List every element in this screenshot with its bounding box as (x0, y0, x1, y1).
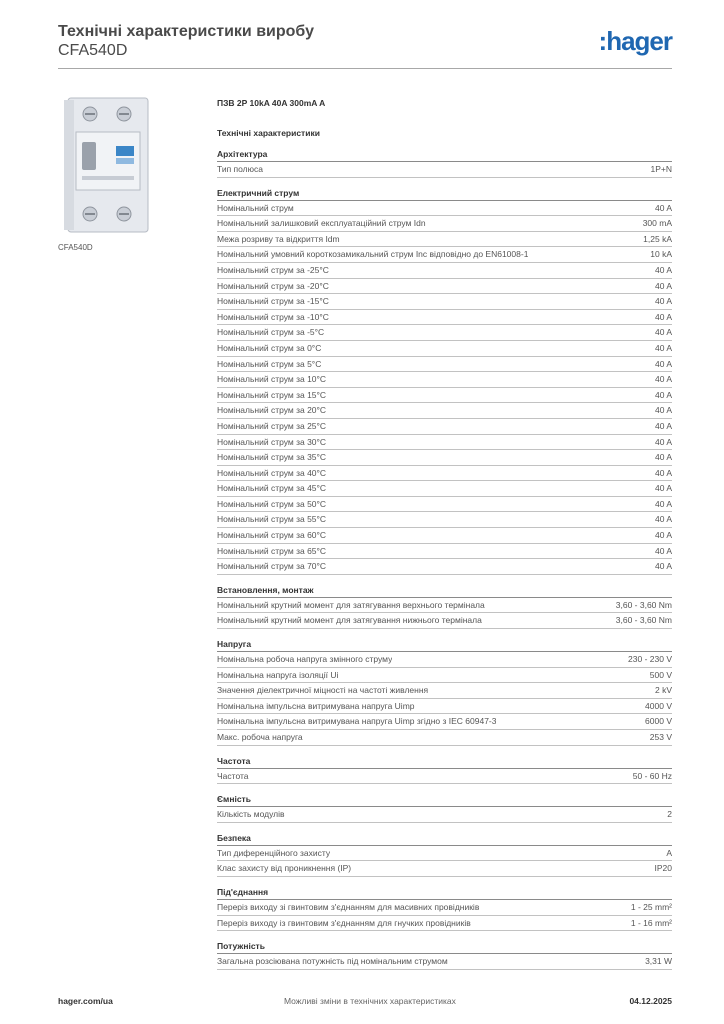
spec-value: 40 A (654, 483, 672, 494)
spec-section (217, 187, 672, 575)
spec-value: 40 A (654, 498, 672, 509)
section-title: Безпека (217, 832, 672, 846)
spec-value: 40 A (654, 342, 672, 353)
spec-value: 40 A (654, 327, 672, 338)
spec-label: Номінальний струм за 10°C (217, 374, 327, 385)
spec-label: Номінальний струм за -5°C (217, 327, 325, 338)
spec-value: A (666, 847, 672, 858)
spec-label: Номінальний струм (217, 202, 294, 213)
spec-row (217, 528, 672, 544)
spec-row (217, 807, 672, 823)
spec-label: Переріз виходу зі гвинтовим з'єднанням для масивних провідників (217, 901, 480, 912)
spec-row (217, 559, 672, 575)
spec-value: 40 A (654, 358, 672, 369)
spec-label: Межа розриву та відкриття Idm (217, 233, 340, 244)
spec-label: Макс. робоча напруга (217, 732, 303, 742)
spec-label: Номінальний струм за 65°C (217, 545, 327, 556)
section-title: Електричний струм (217, 187, 672, 201)
spec-row (217, 466, 672, 482)
spec-label: Загальна розсіювана потужність під номінальним струмом (217, 956, 448, 967)
spec-row (217, 714, 672, 730)
spec-row (217, 232, 672, 248)
footer-notice: Можливі зміни в технічних характеристиках (284, 996, 456, 1006)
spec-label: Номінальний струм за 50°C (217, 498, 327, 509)
spec-value: 500 V (649, 669, 672, 680)
spec-label: Тип диференційного захисту (217, 847, 331, 858)
spec-section (217, 832, 672, 877)
spec-label: Кількість модулів (217, 809, 285, 820)
spec-label: Номінальний струм за 30°C (217, 436, 327, 447)
spec-label: Номінальна імпульсна витримувана напруга Uimp (217, 700, 415, 711)
section-title: Напруга (217, 638, 672, 652)
spec-value: 3,31 W (645, 956, 672, 967)
spec-section (217, 148, 672, 178)
spec-value: 40 A (654, 545, 672, 556)
spec-label: Номінальний струм за -20°C (217, 280, 329, 291)
spec-label: Номінальний струм за -15°C (217, 296, 329, 307)
hager-logo: :hager (598, 26, 672, 56)
spec-label: Номінальний залишковий експлуатаційний струм Idn (217, 218, 426, 229)
spec-row (217, 769, 672, 785)
spec-section (217, 793, 672, 823)
spec-value: 1 - 25 mm² (630, 901, 672, 912)
spec-row (217, 613, 672, 629)
spec-row (217, 162, 672, 178)
spec-value: 230 - 230 V (628, 654, 672, 665)
spec-section (217, 638, 672, 746)
spec-value: 40 A (654, 264, 672, 275)
spec-label: Номінальний струм за 20°C (217, 405, 327, 416)
spec-label: Номінальний струм за 25°C (217, 420, 327, 431)
spec-value: 40 A (654, 405, 672, 416)
spec-label: Номінальний струм за 35°C (217, 452, 327, 463)
spec-row (217, 263, 672, 279)
spec-label: Номінальний струм за 70°C (217, 561, 327, 572)
spec-value: IP20 (654, 863, 672, 874)
spec-row (217, 544, 672, 560)
spec-value: 40 A (654, 420, 672, 431)
spec-row (217, 247, 672, 263)
spec-row (217, 279, 672, 295)
spec-row (217, 294, 672, 310)
spec-value: 40 A (654, 561, 672, 572)
spec-label: Номінальний струм за 40°C (217, 467, 327, 478)
spec-label: Номінальний крутний момент для затягування верхнього термінала (217, 599, 485, 610)
spec-value: 40 A (654, 280, 672, 291)
spec-section (217, 886, 672, 931)
spec-row (217, 325, 672, 341)
spec-value: 1,25 kA (643, 233, 672, 244)
spec-row (217, 310, 672, 326)
spec-row (217, 668, 672, 684)
spec-label: Номінальний струм за -10°C (217, 311, 329, 322)
spec-row (217, 481, 672, 497)
spec-value: 40 A (654, 202, 672, 213)
spec-row (217, 450, 672, 466)
spec-label: Номінальний струм за 55°C (217, 514, 327, 525)
spec-row (217, 900, 672, 916)
spec-row (217, 357, 672, 373)
spec-row (217, 861, 672, 877)
spec-label: Номінальна імпульсна витримувана напруга Uimp згідно з IEC 60947-3 (217, 716, 497, 727)
spec-row (217, 497, 672, 513)
spec-label: Номінальний струм за 15°C (217, 389, 327, 400)
spec-value: 40 A (654, 436, 672, 447)
spec-section (217, 940, 672, 970)
header-divider (58, 68, 672, 69)
section-title: Потужність (217, 940, 672, 954)
spec-row (217, 201, 672, 217)
spec-label: Номінальна напруга ізоляції Ui (217, 669, 339, 680)
spec-value: 40 A (654, 374, 672, 385)
spec-value: 4000 V (645, 700, 672, 711)
spec-value: 2 (667, 809, 672, 820)
section-title: Під'єднання (217, 886, 672, 900)
spec-value: 50 - 60 Hz (632, 770, 672, 781)
spec-value: 40 A (654, 514, 672, 525)
page-title: Технічні характеристики виробу (58, 23, 314, 40)
spec-label: Переріз виходу із гвинтовим з'єднанням для гнучких провідників (217, 917, 471, 928)
spec-section (217, 584, 672, 629)
spec-value: 40 A (654, 452, 672, 463)
spec-label: Номінальний струм за 60°C (217, 530, 327, 541)
spec-value: 6000 V (645, 716, 672, 727)
spec-label: Номінальний струм за 0°C (217, 342, 322, 353)
spec-row (217, 512, 672, 528)
spec-value: 40 A (654, 467, 672, 478)
spec-label: Номінальний струм за 45°C (217, 483, 327, 494)
spec-content (217, 96, 672, 979)
spec-row (217, 435, 672, 451)
spec-sections (217, 148, 672, 970)
spec-label: Номінальна робоча напруга змінного струму (217, 654, 393, 665)
spec-section (217, 755, 672, 785)
spec-label: Номінальний умовний короткозамикальний струм Inc відповідно до EN61008-1 (217, 249, 529, 260)
spec-row (217, 341, 672, 357)
spec-row (217, 699, 672, 715)
spec-label: Клас захисту від проникнення (IP) (217, 863, 352, 874)
spec-value: 2 kV (654, 685, 672, 696)
spec-row (217, 388, 672, 404)
spec-label: Частота (217, 770, 249, 781)
product-image (58, 96, 158, 234)
spec-label: Номінальний крутний момент для затягування нижнього термінала (217, 615, 482, 626)
spec-row (217, 846, 672, 862)
spec-row (217, 598, 672, 614)
section-title: Частота (217, 755, 672, 769)
spec-row (217, 954, 672, 970)
spec-heading: Технічні характеристики (217, 128, 320, 138)
product-code: CFA540D (58, 42, 128, 59)
spec-value: 3,60 - 3,60 Nm (615, 599, 672, 610)
spec-row (217, 419, 672, 435)
spec-label: Номінальний струм за -25°C (217, 264, 329, 275)
footer-website[interactable]: hager.com/ua (58, 996, 113, 1006)
spec-label: Номінальний струм за 5°C (217, 358, 322, 369)
footer-date: 04.12.2025 (629, 996, 672, 1006)
product-name: ПЗВ 2P 10kA 40A 300mA A (217, 98, 326, 108)
spec-label: Значення діелектричної міцності на частоті живлення (217, 685, 429, 696)
spec-value: 3,60 - 3,60 Nm (615, 615, 672, 626)
spec-row (217, 652, 672, 668)
spec-value: 40 A (654, 530, 672, 541)
image-caption: CFA540D (58, 243, 93, 252)
spec-row (217, 730, 672, 746)
section-title: Архітектура (217, 148, 672, 162)
spec-value: 40 A (654, 296, 672, 307)
spec-value: 10 kA (650, 249, 672, 260)
spec-row (217, 403, 672, 419)
spec-row (217, 372, 672, 388)
spec-value: 300 mA (642, 218, 672, 229)
section-title: Встановлення, монтаж (217, 584, 672, 598)
spec-value: 40 A (654, 389, 672, 400)
spec-row (217, 683, 672, 699)
spec-value: 40 A (654, 311, 672, 322)
section-title: Ємність (217, 793, 672, 807)
spec-row (217, 216, 672, 232)
spec-value: 253 V (649, 732, 672, 742)
spec-label: Тип полюса (217, 164, 263, 174)
spec-value: 1 - 16 mm² (630, 917, 672, 928)
spec-row (217, 916, 672, 932)
spec-value: 1P+N (650, 164, 672, 174)
